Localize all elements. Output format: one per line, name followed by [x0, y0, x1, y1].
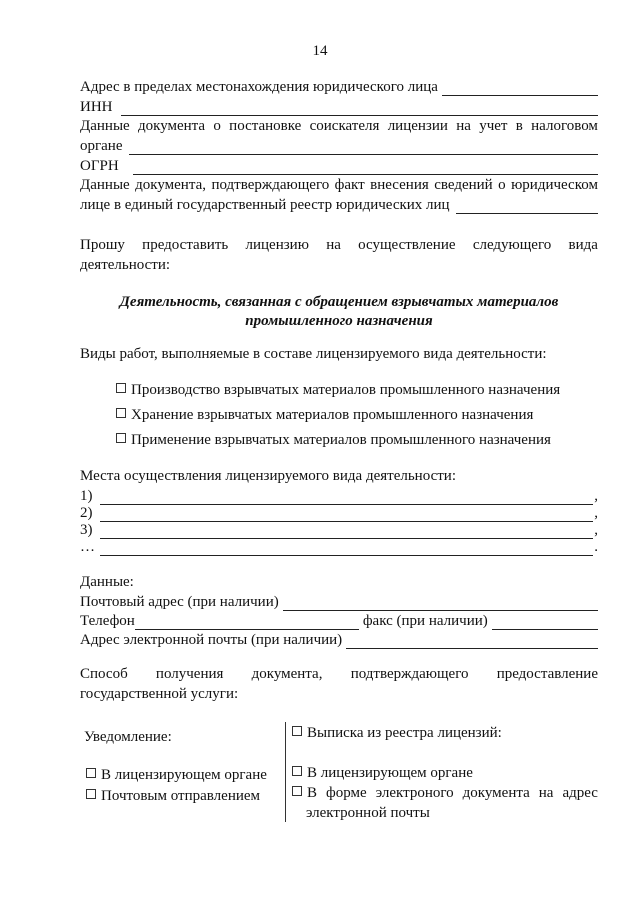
postal-label: Почтовый адрес (при наличии): [80, 594, 279, 610]
checkbox-icon[interactable]: [116, 408, 126, 418]
word: соискателя: [309, 118, 380, 134]
place-row-1: [80, 487, 598, 505]
checkbox-icon[interactable]: [292, 786, 302, 796]
place-punct: ,: [594, 522, 598, 538]
contact-heading: Данные:: [80, 574, 134, 590]
place-row-more: [80, 538, 598, 556]
word: документа: [137, 118, 206, 134]
word: предоставить: [142, 237, 229, 253]
word: документа,: [135, 177, 206, 193]
tax-registration-line1: [80, 117, 598, 135]
place-field[interactable]: [100, 541, 593, 556]
word: Данные: [80, 118, 130, 134]
tax-registration-label: органе: [80, 138, 123, 154]
checkbox-icon[interactable]: [86, 789, 96, 799]
ogrn-label: ОГРН: [80, 158, 119, 174]
fax-field[interactable]: [492, 615, 598, 630]
place-punct: ,: [594, 505, 598, 521]
method-line1: [80, 665, 598, 683]
request-line1: [80, 236, 598, 254]
word: документа: [462, 785, 530, 801]
tax-registration-field[interactable]: [129, 140, 599, 155]
word: следующего: [472, 237, 552, 253]
word: факт: [334, 177, 365, 193]
word: внесения: [370, 177, 429, 193]
address-row: [80, 78, 598, 96]
inn-label: ИНН: [80, 99, 113, 115]
word: Данные: [80, 177, 130, 193]
word: юридическом: [511, 177, 598, 193]
work-type-storage[interactable]: [116, 406, 533, 424]
work-type-label: Применение взрывчатых материалов промышленного назначения: [131, 432, 551, 448]
word: лицензию: [245, 237, 309, 253]
word: на: [538, 785, 554, 801]
phone-field[interactable]: [135, 615, 359, 630]
place-punct: ,: [594, 488, 598, 504]
tax-registration-line2: [80, 137, 598, 155]
work-type-label: Производство взрывчатых материалов промышленного назначения: [131, 382, 561, 398]
extract-option-authority[interactable]: [292, 764, 473, 782]
ogrn-field[interactable]: [133, 160, 598, 175]
option-label: Почтовым отправлением: [101, 788, 261, 804]
activity-title-line2: промышленного назначения: [245, 313, 433, 329]
egrul-line2: [80, 196, 598, 214]
work-types-heading: Виды работ, выполняемые в составе лицензируемого вида деятельности:: [80, 346, 547, 362]
word: документа,: [251, 666, 323, 682]
place-field[interactable]: [100, 507, 593, 522]
checkbox-icon[interactable]: [116, 383, 126, 393]
egrul-field[interactable]: [456, 199, 598, 214]
checkbox-icon[interactable]: [86, 768, 96, 778]
checkbox-icon[interactable]: [292, 766, 302, 776]
word: на: [456, 118, 471, 134]
column-divider: [285, 722, 286, 822]
work-type-production[interactable]: [116, 381, 560, 399]
postal-row: [80, 593, 598, 611]
word: предоставление: [496, 666, 598, 682]
extract-option-electronic[interactable]: [292, 784, 598, 802]
word: форме: [326, 785, 367, 801]
place-number: 1): [80, 488, 93, 504]
checkbox-icon[interactable]: [292, 726, 302, 736]
word: лицензии: [387, 118, 448, 134]
word: Прошу: [80, 237, 125, 253]
word: Способ: [80, 666, 128, 682]
email-field[interactable]: [346, 634, 598, 649]
phone-fax-row: [80, 612, 598, 630]
places-heading: Места осуществления лицензируемого вида деятельности:: [80, 468, 456, 484]
word: осуществление: [358, 237, 456, 253]
word: постановке: [229, 118, 302, 134]
email-row: [80, 631, 598, 649]
place-row-2: [80, 504, 598, 522]
word: учет: [479, 118, 508, 134]
inn-field[interactable]: [121, 101, 599, 116]
phone-label: Телефон: [80, 613, 135, 629]
option-label: В лицензирующем органе: [101, 767, 267, 783]
page-number: 14: [312, 43, 328, 59]
word: вида: [568, 237, 598, 253]
option-label: В лицензирующем органе: [307, 765, 473, 781]
notice-label: Уведомление:: [84, 729, 172, 745]
email-label: Адрес электронной почты (при наличии): [80, 632, 343, 648]
egrul-label: лице в единый государственный реестр юридических лиц: [80, 197, 450, 213]
word: В: [307, 785, 318, 801]
extract-label: Выписка из реестра лицензий:: [307, 725, 502, 741]
place-number: 2): [80, 505, 93, 521]
word: о: [213, 118, 221, 134]
inn-row: [80, 98, 598, 116]
place-row-3: [80, 521, 598, 539]
word: подтверждающего: [211, 177, 330, 193]
word: адрес: [562, 785, 598, 801]
method-line2: государственной услуги:: [80, 686, 239, 702]
extract-electronic-first: [292, 784, 317, 802]
word: налоговом: [531, 118, 598, 134]
checkbox-icon[interactable]: [116, 433, 126, 443]
word: сведений: [434, 177, 493, 193]
extract-label-row[interactable]: [292, 724, 502, 742]
place-number: …: [80, 539, 95, 555]
notice-option-authority[interactable]: [86, 766, 267, 784]
word: в: [515, 118, 523, 134]
work-type-label: Хранение взрывчатых материалов промышленного назначения: [131, 407, 534, 423]
notice-option-mail[interactable]: [86, 787, 260, 805]
fax-label: факс (при наличии): [362, 613, 488, 629]
word: подтверждающего: [350, 666, 469, 682]
egrul-line1: [80, 176, 598, 194]
word: на: [326, 237, 341, 253]
activity-title-line1: Деятельность, связанная с обращением взрывчатых материалов: [119, 294, 559, 310]
work-type-application[interactable]: [116, 431, 551, 449]
word: о: [498, 177, 506, 193]
place-field[interactable]: [100, 490, 593, 505]
place-number: 3): [80, 522, 93, 538]
place-field[interactable]: [100, 524, 593, 539]
postal-field[interactable]: [283, 596, 598, 611]
place-punct: .: [594, 539, 598, 555]
address-label: Адрес в пределах местонахождения юридического лица: [80, 79, 438, 95]
extract-electronic-line2: электронной почты: [306, 805, 430, 821]
address-field[interactable]: [442, 81, 598, 96]
word: получения: [155, 666, 224, 682]
word: электроного: [375, 785, 454, 801]
request-line2: деятельности:: [80, 257, 171, 273]
ogrn-row: [80, 157, 598, 175]
